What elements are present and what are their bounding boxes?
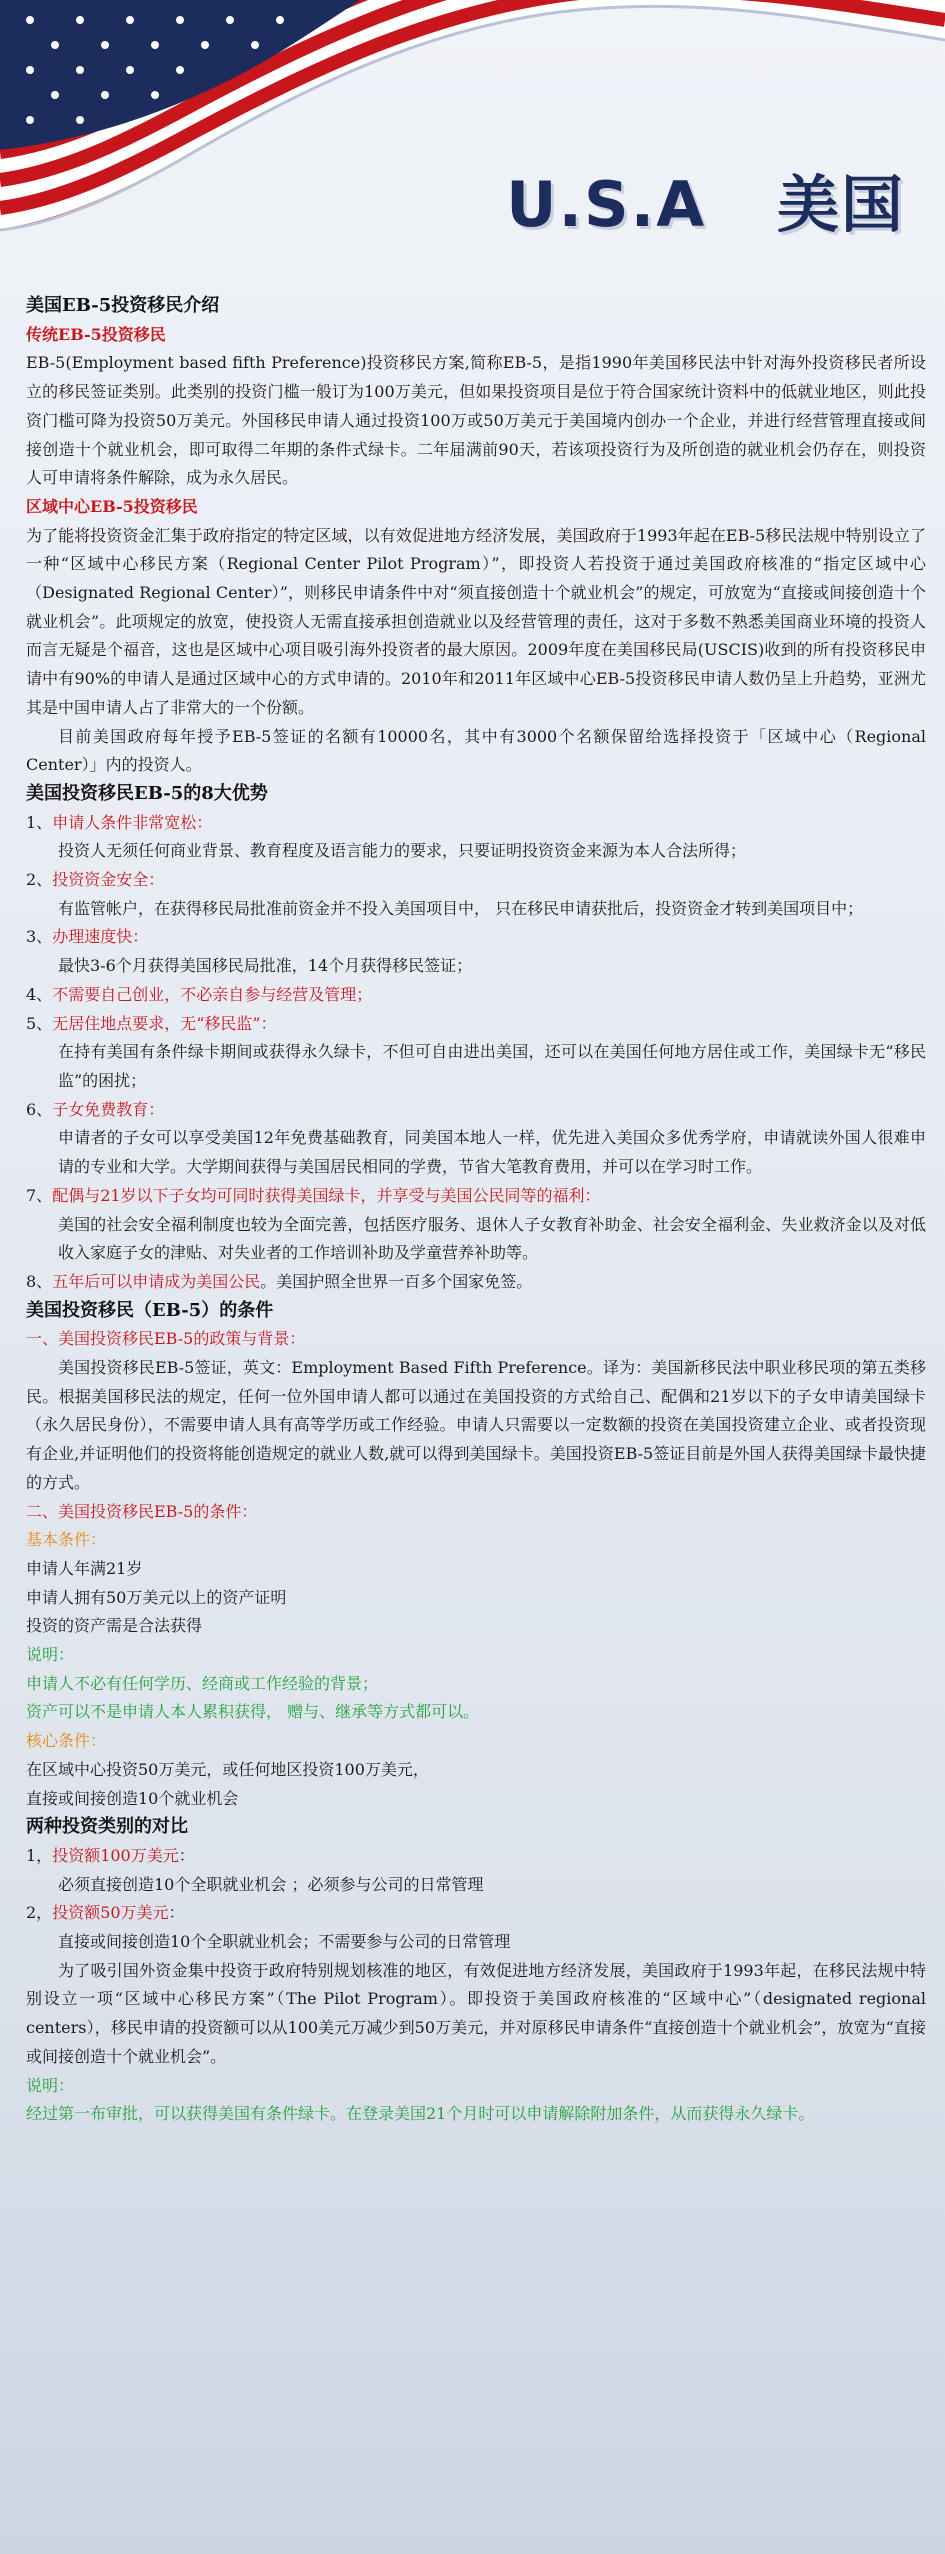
section-title-intro: 美国EB-5投资移民介绍 (26, 295, 220, 316)
paragraph-regional-center: 为了能将投资资金汇集于政府指定的特定区域，以有效促进地方经济发展，美国政府于1993年起在EB-5移民法规中特别设立了一种“区域中心移民方案（Regional Center Pilot Program）”，即投资人若投资于通过美国政府核准的“指定区域中心（Designated Regional Center）”，则移民申请条件中对“须直接创造十个就业机会”的规定，可放宽为“直接或间接创造十个就业机会”。此项规定的放宽，使投资人无需直接承担创造就业以及经营管理的责任，这对于多数不熟悉美国商业环境的投资人而言无疑是个福音，这也是区域中心项目吸引海外投资者的最大原因。2009年度在美国移民局(USCIS)收到的所有投资移民申请中有90%的申请人是通过区域中心的方式申请的。2010年和2011年区域中心EB-5投资移民申请人数仍呈上升趋势，亚洲尤其是中国申请人占了非常大的一个份额。 (26, 525, 926, 717)
advantage-num: 4、 (26, 984, 53, 1004)
advantage-item-1-body: 投资人无须任何商业背景、教育程度及语言能力的要求，只要证明投资资金来源为本人合法所得； (58, 841, 747, 861)
advantage-num: 7、 (26, 1185, 53, 1205)
advantage-num: 5、 (26, 1013, 53, 1033)
advantage-item-2-head (26, 866, 926, 895)
advantage-num: 6、 (26, 1099, 53, 1119)
advantage-item-3-body: 最快3-6个月获得美国移民局批准，14个月获得移民签证； (58, 956, 473, 976)
advantage-item-1-head (26, 809, 926, 838)
section-title-conditions: 美国投资移民（EB-5）的条件 (26, 1299, 274, 1321)
main-content (26, 292, 926, 2129)
comparison-colon: ： (168, 1903, 185, 1923)
label-note: 说明： (26, 1645, 75, 1665)
paragraph-quota: 目前美国政府每年授予EB-5签证的名额有10000名，其中有3000个名额保留给选择投资于「区域中心（Regional Center）」内的投资人。 (26, 726, 926, 775)
subheading-policy-background: 一、美国投资移民EB-5的政策与背景： (26, 1329, 306, 1349)
advantage-head: 无居住地点要求，无“移民监”： (52, 1013, 277, 1033)
subheading-regional-center: 区域中心EB-5投资移民 (26, 496, 198, 516)
section-title-advantages: 美国投资移民EB-5的8大优势 (26, 782, 268, 804)
advantage-head: 子女免费教育： (52, 1099, 165, 1119)
comparison-num: 2， (26, 1903, 53, 1923)
label-core-conditions: 核心条件： (26, 1731, 107, 1751)
title-zh: 美国 (776, 168, 905, 241)
section-title-comparison: 两种投资类别的对比 (26, 1816, 188, 1838)
comparison-a-body: 必须直接创造10个全职就业机会 ；必须参与公司的日常管理 (58, 1874, 484, 1894)
advantage-item-5-head (26, 1010, 926, 1039)
note-item: 申请人不必有任何学历、经商或工作经验的背景； (26, 1673, 379, 1693)
advantage-head: 申请人条件非常宽松： (52, 812, 213, 832)
advantage-head: 五年后可以申请成为美国公民 (52, 1271, 261, 1291)
label-note-2: 说明： (26, 2075, 75, 2095)
advantage-item-8 (26, 1268, 926, 1297)
advantage-item-2-body: 有监管帐户，在获得移民局批准前资金并不投入美国项目中， 只在移民申请获批后，投资资金才转到美国项目中； (58, 898, 864, 918)
label-basic-conditions: 基本条件： (26, 1530, 107, 1550)
basic-condition-item: 申请人拥有50万美元以上的资产证明 (26, 1587, 287, 1607)
title-en: U.S.A (506, 168, 707, 241)
advantage-item-5-body: 在持有美国有条件绿卡期间或获得永久绿卡，不但可自由进出美国，还可以在美国任何地方居住或工作，美国绿卡无“移民监”的困扰； (58, 1042, 926, 1090)
basic-condition-item: 申请人年满21岁 (26, 1558, 143, 1578)
comparison-b-head (26, 1899, 926, 1928)
note-item: 资产可以不是申请人本人累积获得， 赠与、继承等方式都可以。 (26, 1702, 480, 1722)
paragraph-pilot-program: 为了吸引国外资金集中投资于政府特别规划核准的地区，有效促进地方经济发展，美国政府于1993年起，在移民法规中特别设立一项“区域中心移民方案”（The Pilot Program）。即投资于美国政府核准的“区域中心”（designated regional centers），移民申请的投资额可以从100美元万减少到50万美元，并对原移民申请条件“直接创造十个就业机会”，放宽为“直接或间接创造十个就业机会”。 (26, 1960, 926, 2066)
comparison-head: 投资额100万美元 (52, 1845, 179, 1865)
advantage-num: 2、 (26, 870, 53, 890)
core-condition-item: 直接或间接创造10个就业机会 (26, 1788, 239, 1808)
advantage-head: 不需要自己创业，不必亲自参与经营及管理； (52, 984, 373, 1004)
advantage-item-6-head (26, 1096, 926, 1125)
comparison-colon: ： (178, 1845, 195, 1865)
advantage-tail: 。美国护照全世界一百多个国家免签。 (260, 1271, 533, 1291)
subheading-traditional-eb5: 传统EB-5投资移民 (26, 324, 166, 344)
comparison-num: 1， (26, 1845, 53, 1865)
advantage-num: 8、 (26, 1271, 53, 1291)
advantage-item-7-head (26, 1182, 926, 1211)
subheading-eb5-conditions: 二、美国投资移民EB-5的条件： (26, 1501, 258, 1521)
basic-condition-item: 投资的资产需是合法获得 (26, 1616, 203, 1636)
advantage-num: 3、 (26, 927, 53, 947)
banner-title (506, 155, 905, 244)
header-banner (0, 0, 945, 280)
advantage-item-3-head (26, 923, 926, 952)
advantage-head: 配偶与21岁以下子女均可同时获得美国绿卡，并享受与美国公民同等的福利： (52, 1185, 601, 1205)
comparison-a-head (26, 1842, 926, 1871)
comparison-head: 投资额50万美元 (52, 1903, 169, 1923)
core-condition-item: 在区域中心投资50万美元，或任何地区投资100万美元， (26, 1759, 429, 1779)
advantage-num: 1、 (26, 812, 53, 832)
advantage-item-4-head (26, 981, 926, 1010)
advantage-item-6-body: 申请者的子女可以享受美国12年免费基础教育，同美国本地人一样，优先进入美国众多优秀学府，申请就读外国人很难申请的专业和大学。大学期间获得与美国居民相同的学费，节省大笔教育费用，并可以在学习时工作。 (58, 1128, 926, 1177)
note-green-card: 经过第一布审批，可以获得美国有条件绿卡。在登录美国21个月时可以申请解除附加条件，从而获得永久绿卡。 (26, 2104, 815, 2124)
comparison-b-body: 直接或间接创造10个全职就业机会；不需要参与公司的日常管理 (58, 1932, 511, 1952)
paragraph-policy-background: 美国投资移民EB-5签证，英文：Employment Based Fifth Preference。译为：美国新移民法中职业移民项的第五类移民。根据美国移民法的规定，任何一位外国申请人都可以通过在美国投资的方式给自己、配偶和21岁以下的子女申请美国绿卡（永久居民身份），不需要申请人具有高等学历或工作经验。申请人只需要以一定数额的投资在美国投资建立企业、或者投资现有企业,并证明他们的投资将能创造规定的就业人数,就可以得到美国绿卡。美国投资EB-5签证目前是外国人获得美国绿卡最快捷的方式。 (26, 1358, 926, 1492)
paragraph-traditional-eb5: EB-5(Employment based fifth Preference)投资移民方案,简称EB-5，是指1990年美国移民法中针对海外投资移民者所设立的移民签证类别。此类别的投资门槛一般订为100万美元，但如果投资项目是位于符合国家统计资料中的低就业地区，则此投资门槛可降为投资50万美元。外国移民申请人通过投资100万或50万美元于美国境内创办一个企业，并进行经营管理直接或间接创造十个就业机会，即可取得二年期的条件式绿卡。二年届满前90天，若该项投资行为及所创造的就业机会仍存在，则投资人可申请将条件解除，成为永久居民。 (26, 353, 926, 488)
advantage-head: 投资资金安全： (52, 870, 165, 890)
advantage-item-7-body: 美国的社会安全福利制度也较为全面完善，包括医疗服务、退休人子女教育补助金、社会安全福利金、失业救济金以及对低收入家庭子女的津贴、对失业者的工作培训补助及学童营养补助等。 (58, 1214, 926, 1263)
advantage-head: 办理速度快： (52, 927, 149, 947)
